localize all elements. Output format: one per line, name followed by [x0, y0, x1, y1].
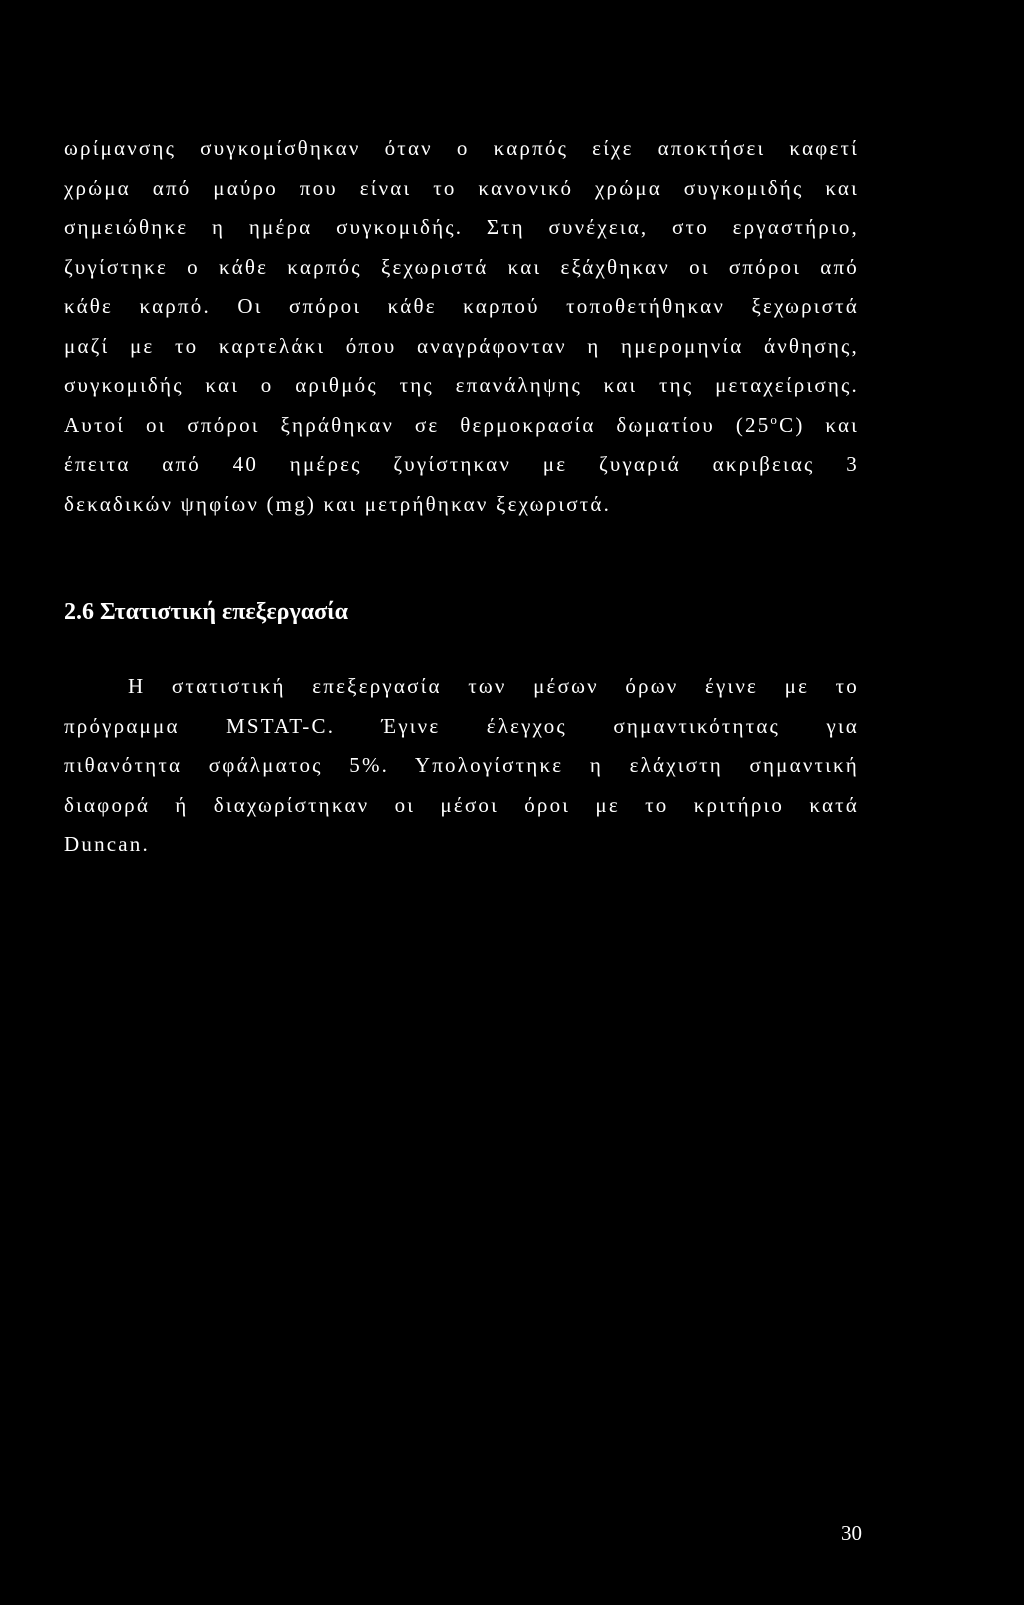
paragraph-line: Duncan. [64, 832, 150, 856]
section-heading: 2.6 Στατιστική επεξεργασία [64, 599, 348, 625]
paragraph-line: ωρίμανσης συγκομίσθηκαν όταν ο καρπός είχε αποκτήσει καφετί [64, 136, 859, 160]
paragraph-line: δεκαδικών ψηφίων (mg) και μετρήθηκαν ξεχωριστά. [64, 491, 612, 516]
paragraph-line: σημειώθηκε η ημέρα συγκομιδής. Στη συνέχεια, στο εργαστήριο, [64, 215, 859, 239]
paragraph-line: χρώμα από μαύρο που είναι το κανονικό χρώμα συγκομιδής και [64, 175, 859, 200]
paragraph-line-temperature [64, 406, 859, 446]
temperature-text-after: C) και [779, 412, 859, 437]
paragraph-line: κάθε καρπό. Οι σπόροι κάθε καρπού τοποθετήθηκαν ξεχωριστά [64, 294, 859, 318]
paragraph-line: πρόγραμμα MSTAT-C. Έγινε έλεγχος σημαντικότητας για [64, 713, 859, 738]
paragraph-line: Η στατιστική επεξεργασία των μέσων όρων έγινε με το [128, 674, 859, 698]
paragraph-line: συγκομιδής και ο αριθμός της επανάληψης και της μεταχείρισης. [64, 373, 859, 397]
temperature-text-before: Αυτοί οι σπόροι ξηράθηκαν σε θερμοκρασία δωματίου (25 [64, 412, 771, 437]
paragraph-line: διαφορά ή διαχωρίστηκαν οι μέσοι όροι με το κριτήριο κατά [64, 792, 859, 817]
page-number: 30 [841, 1521, 862, 1545]
paragraph-seed-handling [64, 129, 859, 524]
degree-superscript: o [770, 411, 780, 427]
paragraph-statistics [64, 667, 859, 865]
paragraph-line: πιθανότητα σφάλματος 5%. Υπολογίστηκε η ελάχιστη σημαντική [64, 753, 859, 777]
paragraph-line: έπειτα από 40 ημέρες ζυγίστηκαν με ζυγαριά ακριβειας 3 [64, 452, 859, 476]
paragraph-line: μαζί με το καρτελάκι όπου αναγράφονταν η ημερομηνία άνθησης, [64, 333, 859, 358]
paragraph-line: ζυγίστηκε ο κάθε καρπός ξεχωριστά και εξάχθηκαν οι σπόροι από [64, 254, 859, 279]
